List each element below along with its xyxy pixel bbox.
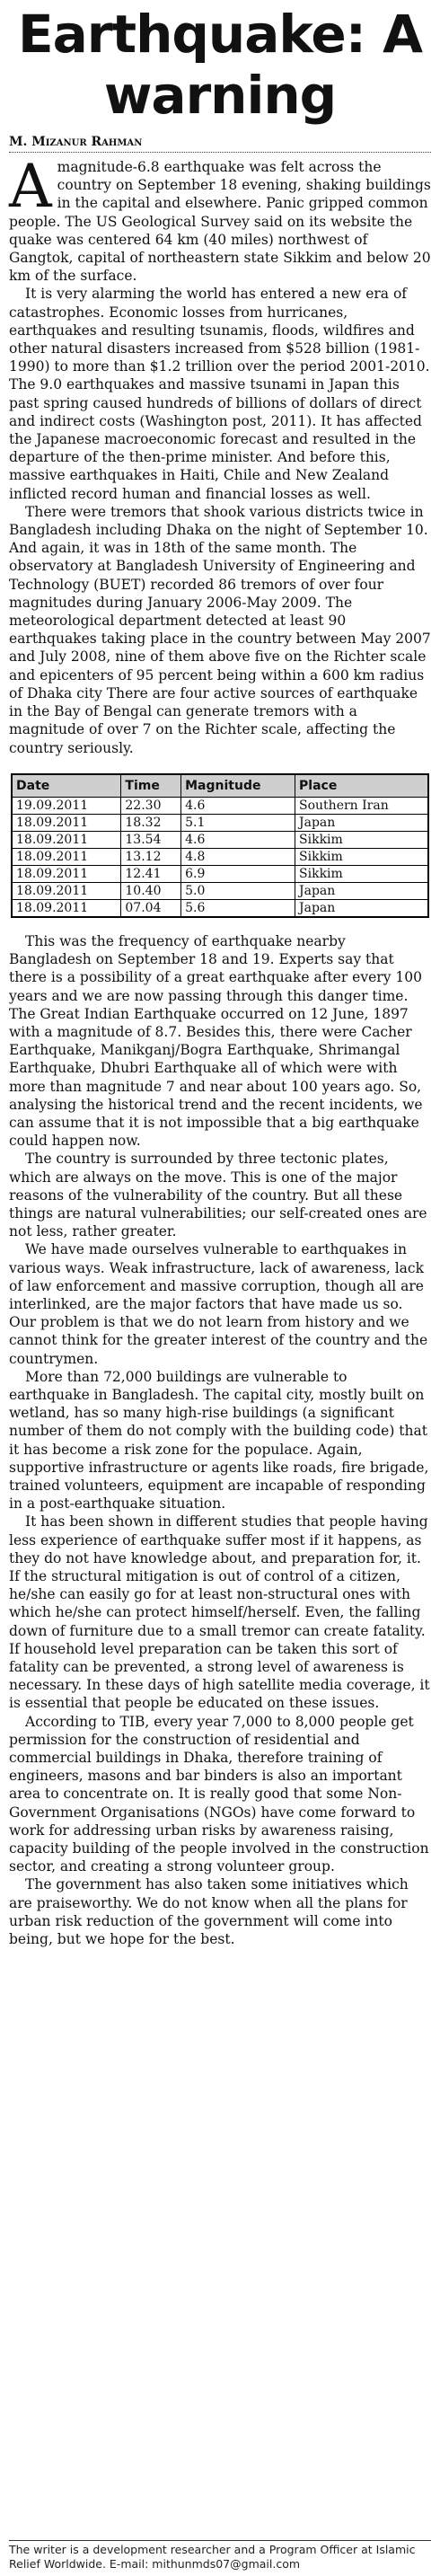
cell-time: 18.32 <box>121 814 181 831</box>
paragraph-10: The government has also taken some initiatives which are praiseworthy. We do not know when all the plans for urban risk reduction of the government will come into being, but we hope for the best. <box>9 1876 409 1948</box>
table-row <box>12 882 428 899</box>
cell-magnitude: 4.6 <box>181 797 295 814</box>
paragraph-5: The country is surrounded by three tectonic plates, which are always on the move. This is one of the major reasons of the vulnerability of the country. But all these things are natural vulnerabilities; our self-created ones are not less, rather greater. <box>9 1151 427 1240</box>
header-place: Place <box>295 774 428 798</box>
cell-place: Sikkim <box>295 865 428 882</box>
cell-date: 19.09.2011 <box>12 797 121 814</box>
cell-magnitude: 5.1 <box>181 814 295 831</box>
header-time: Time <box>121 774 181 798</box>
cell-magnitude: 5.6 <box>181 899 295 917</box>
paragraph-9: According to TIB, every year 7,000 to 8,000 people get permission for the construction of residential and commercial buildings in Dhaka, therefore training of engineers, masons and bar binders is also an important area to concentrate on. It is really good that some Non-Government Organisations (NGOs) have come forward to work for addressing urban risks by awareness raising, capacity building of the people involved in the construction sector, and creating a strong volunteer group. <box>9 1713 429 1875</box>
byline: M. Mizanur Rahman <box>9 135 431 153</box>
cell-magnitude: 4.6 <box>181 831 295 848</box>
cell-magnitude: 4.8 <box>181 848 295 865</box>
cell-time: 22.30 <box>121 797 181 814</box>
cell-date: 18.09.2011 <box>12 899 121 917</box>
earthquake-table <box>11 773 429 918</box>
cell-place: Southern Iran <box>295 797 428 814</box>
cell-magnitude: 5.0 <box>181 882 295 899</box>
headline: Earthquake: A warning <box>18 4 422 126</box>
table-row <box>12 899 428 917</box>
cell-place: Sikkim <box>295 848 428 865</box>
author-note: The writer is a development researcher and a Program Officer at Islamic Relief Worldwide. E-mail: mithunmds07@gmail.com <box>9 2543 416 2571</box>
paragraph-3: There were tremors that shook various districts twice in Bangladesh including Dhaka on the night of September 10. And again, it was in 18th of the same month. The observatory at Bangladesh University of Engineering and Technology (BUET) recorded 86 tremors of over four magnitudes during January 2006-May 2009. The meteorological department detected at least 90 earthquakes taking place in the country between May 2007 and July 2008, nine of them above five on the Richter scale and epicenters of 95 percent being within a 600 km radius of Dhaka city There are four active sources of earthquake in the Bay of Bengal can generate tremors with a magnitude of over 7 on the Richter scale, affecting the country seriously. <box>9 503 431 756</box>
table-row <box>12 814 428 831</box>
cell-place: Japan <box>295 814 428 831</box>
paragraph-8: It has been shown in different studies that people having less experience of earthquake suffer most if it happens, as they do not have knowledge about, and preparation for, it. If the structural mitigation is out of control of a citizen, he/she can easily go for at least non-structural ones with which he/she can protect himself/herself. Even, the falling down of furniture due to a small tremor can create fatality. If household level preparation can be taken this sort of fatality can be prevented, a strong level of awareness is necessary. In these days of high satellite media coverage, it is essential that people be educated on these issues. <box>9 1513 430 1712</box>
paragraph-6: We have made ourselves vulnerable to earthquakes in various ways. Weak infrastructure, lack of awareness, lack of law enforcement and massive corruption, though all are interlinked, are the major factors that have made us so. Our problem is that we do not learn from history and we cannot think for the greater interest of the country and the countrymen. <box>9 1241 428 1367</box>
paragraph-1 <box>9 152 431 285</box>
paragraph-2: It is very alarming the world has entered a new era of catastrophes. Economic losses from hurricanes, earthquakes and resulting tsunamis, floods, wildfires and other natural disasters increased from $528 billion (1981-1990) to more than $1.2 trillion over the period 2001-2010. The 9.0 earthquakes and massive tsunami in Japan this past spring caused hundreds of billions of dollars of direct and indirect costs (Washington post, 2011). It has affected the Japanese macroeconomic forecast and resulted in the departure of the then-prime minister. And before this, massive earthquakes in Haiti, Chile and New Zealand inflicted record human and financial losses as well. <box>9 286 430 502</box>
article-body <box>9 152 431 1948</box>
cell-date: 18.09.2011 <box>12 848 121 865</box>
cell-date: 18.09.2011 <box>12 814 121 831</box>
header-magnitude: Magnitude <box>181 774 295 798</box>
table-row <box>12 797 428 814</box>
paragraph-4: This was the frequency of earthquake nearby Bangladesh on September 18 and 19. Experts say that there is a possibility of a great earthquake after every 100 years and we are now passing through this danger time. The Great Indian Earthquake occurred on 12 June, 1897 with a magnitude of 8.7. Besides this, there were Cacher Earthquake, Manikganj/Bogra Earthquake, Shrimangal Earthquake, Dhubri Earthquake all of which were with more than magnitude 7 and near about 100 years ago. So, analysing the historical trend and the recent incidents, we can assume that it is not impossible that a big earthquake could happen now. <box>9 932 423 1150</box>
cell-magnitude: 6.9 <box>181 865 295 882</box>
paragraph-1-text: magnitude-6.8 earthquake was felt across the country on September 18 evening, shaking buildings in the capital and elsewhere. Panic gripped common people. The US Geological Survey said on its website the quake was centered 64 km (40 miles) northwest of Gangtok, capital of northeastern state Sikkim and below 20 km of the surface. <box>9 159 431 285</box>
drop-cap: A <box>9 152 52 221</box>
cell-place: Sikkim <box>295 831 428 848</box>
footer-divider <box>9 2540 431 2541</box>
table-header-row <box>12 774 428 798</box>
cell-place: Japan <box>295 882 428 899</box>
cell-place: Japan <box>295 899 428 917</box>
cell-time: 13.12 <box>121 848 181 865</box>
cell-time: 10.40 <box>121 882 181 899</box>
cell-date: 18.09.2011 <box>12 882 121 899</box>
cell-time: 07.04 <box>121 899 181 917</box>
cell-date: 18.09.2011 <box>12 865 121 882</box>
table-row <box>12 848 428 865</box>
cell-date: 18.09.2011 <box>12 831 121 848</box>
cell-time: 13.54 <box>121 831 181 848</box>
header-date: Date <box>12 774 121 798</box>
table-row <box>12 865 428 882</box>
table-row <box>12 831 428 848</box>
cell-time: 12.41 <box>121 865 181 882</box>
paragraph-7: More than 72,000 buildings are vulnerable to earthquake in Bangladesh. The capital city, mostly built on wetland, has so many high-rise buildings (a significant number of them do not comply with the building code) that it has become a risk zone for the populace. Again, supportive infrastructure or agents like roads, fire brigade, trained volunteers, equipment are incapable of responding in a post-earthquake situation. <box>9 1368 429 1513</box>
